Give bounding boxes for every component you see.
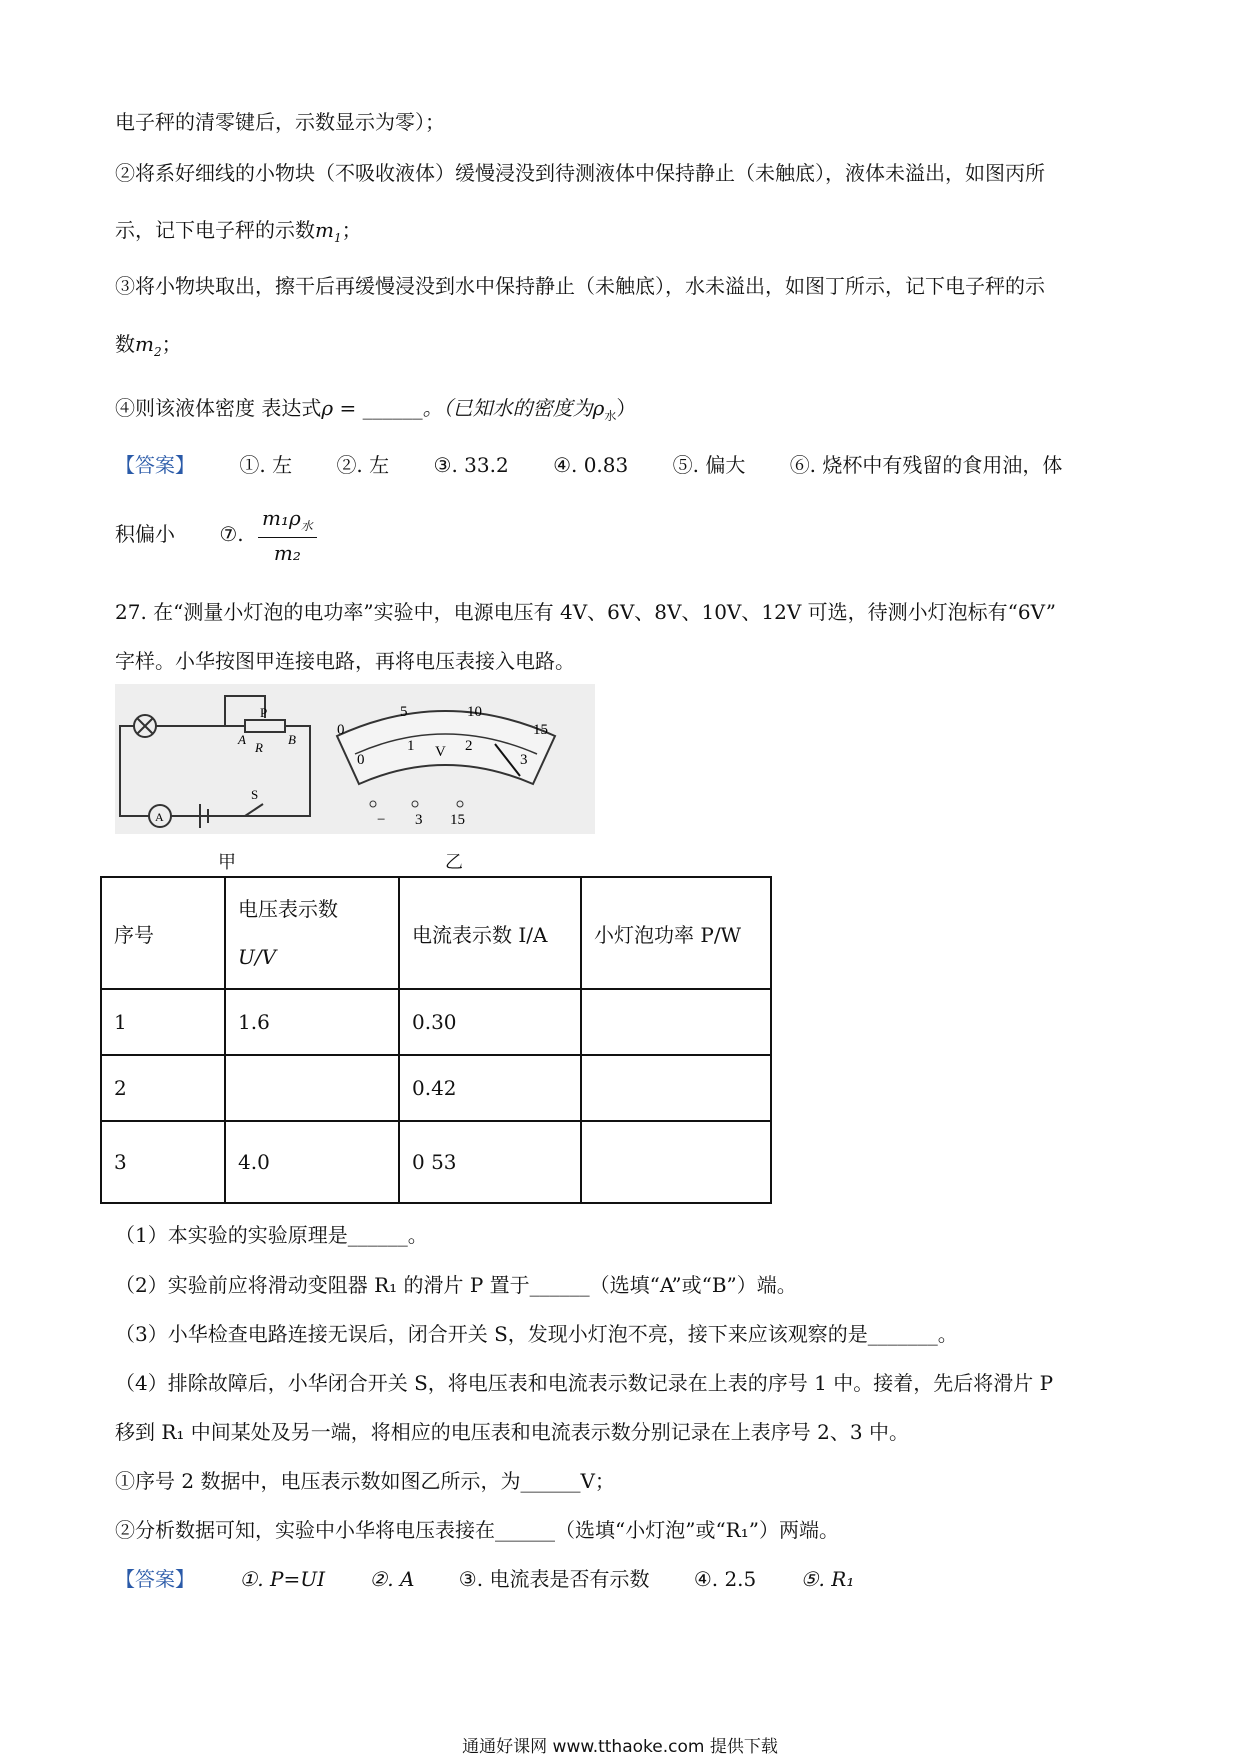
m2-symbol: $m_2$ bbox=[135, 332, 162, 359]
end-a-label: A bbox=[238, 732, 246, 747]
top-scale-5: 5 bbox=[400, 704, 408, 720]
top-scale-0: 0 bbox=[337, 722, 345, 738]
data-table bbox=[100, 876, 772, 1204]
cell-power bbox=[581, 1055, 771, 1121]
text-line-4: ③将小物块取出，擦干后再缓慢浸没到水中保持静止（未触底），水未溢出，如图丁所示，记下电子秤的示 bbox=[115, 274, 1045, 298]
header-voltage-unit: U/V bbox=[238, 945, 277, 969]
table-row bbox=[101, 989, 771, 1055]
cell-current: 0 53 bbox=[399, 1121, 581, 1203]
text-line-3: 示，记下电子秤的示数$m_1$； bbox=[115, 218, 362, 245]
table-row bbox=[101, 1055, 771, 1121]
text-line-5-body: 数 bbox=[115, 332, 135, 356]
header-power: 小灯泡功率 P/W bbox=[581, 877, 771, 989]
answer-item-1: ①. 左 bbox=[239, 453, 293, 477]
rheostat-icon bbox=[245, 720, 285, 732]
bottom-scale-0: 0 bbox=[357, 752, 365, 768]
answer-item-7: ⑦. bbox=[219, 522, 244, 546]
ammeter-label: A bbox=[155, 810, 164, 824]
answer-block-2 bbox=[115, 1563, 854, 1592]
terminal-label-negative: − bbox=[377, 812, 386, 828]
answer2-item-1: ①. P=UI bbox=[239, 1567, 325, 1591]
rho-symbol: ρ bbox=[592, 396, 605, 420]
answer-tag-2: 【答案】 bbox=[115, 1567, 195, 1591]
question-4d: ②分析数据可知，实验中小华将电压表接在______（选填“小灯泡”或“R₁”）两端。 bbox=[115, 1518, 839, 1542]
figure-svg bbox=[115, 684, 595, 834]
cell-index: 3 bbox=[101, 1121, 225, 1203]
answer-item-3: ③. 33.2 bbox=[433, 453, 509, 477]
terminal-negative bbox=[370, 801, 376, 807]
question-3: （3）小华检查电路连接无误后，闭合开关 S，发现小灯泡不亮，接下来应该观察的是_______。 bbox=[115, 1322, 958, 1346]
fraction-denominator: m₂ bbox=[273, 541, 301, 565]
cell-power bbox=[581, 989, 771, 1055]
top-scale-15: 15 bbox=[533, 722, 548, 738]
meter-unit: V bbox=[435, 744, 446, 760]
cell-power bbox=[581, 1121, 771, 1203]
water-subscript: 水 bbox=[604, 409, 617, 423]
table-header-row bbox=[101, 877, 771, 989]
density-fraction bbox=[258, 506, 317, 565]
figure-label-jia: 甲 bbox=[218, 852, 236, 873]
answer2-item-4: ④. 2.5 bbox=[693, 1567, 757, 1591]
answer2-item-5: ⑤. R₁ bbox=[800, 1567, 855, 1591]
question-1: （1）本实验的实验原理是______。 bbox=[115, 1223, 428, 1247]
cell-current: 0.42 bbox=[399, 1055, 581, 1121]
text-line-1: 电子秤的清零键后，示数显示为零）； bbox=[115, 110, 445, 134]
question-4b: 移到 R₁ 中间某处及另一端，将相应的电压表和电流表示数分别记录在上表序号 2、3 中。 bbox=[115, 1420, 909, 1444]
cell-voltage bbox=[225, 1055, 399, 1121]
cell-voltage: 4.0 bbox=[225, 1121, 399, 1203]
header-current: 电流表示数 I/A bbox=[399, 877, 581, 989]
bottom-scale-2: 2 bbox=[465, 738, 473, 754]
answer-tag: 【答案】 bbox=[115, 453, 195, 477]
circuit-and-meter-figure bbox=[115, 684, 595, 834]
terminal-15v bbox=[457, 801, 463, 807]
cell-index: 2 bbox=[101, 1055, 225, 1121]
answer-item-6-cont: 积偏小 bbox=[115, 522, 175, 546]
cell-index: 1 bbox=[101, 989, 225, 1055]
fraction-water-sub: 水 bbox=[300, 519, 313, 533]
header-voltage bbox=[225, 877, 399, 989]
cell-current: 0.30 bbox=[399, 989, 581, 1055]
answer-item-5: ⑤. 偏大 bbox=[672, 453, 746, 477]
switch-label: S bbox=[251, 787, 259, 802]
answer-item-6: ⑥. 烧杯中有残留的食用油，体 bbox=[789, 453, 1063, 477]
answer-item-2: ②. 左 bbox=[336, 453, 390, 477]
text-line-5: 数$m_2$； bbox=[115, 332, 182, 359]
terminal-label-3: 3 bbox=[415, 812, 423, 828]
header-index: 序号 bbox=[101, 877, 225, 989]
text-line-6-b: ρ = ______。（已知水的密度为 bbox=[321, 396, 593, 420]
text-line-3-body: 示，记下电子秤的示数 bbox=[115, 218, 315, 242]
q27-line-1: 27. 在“测量小灯泡的电功率”实验中，电源电压有 4V、6V、8V、10V、12V 可选，待测小灯泡标有“6V” bbox=[115, 600, 1056, 624]
answer-block-1 bbox=[115, 449, 1135, 478]
question-4c: ①序号 2 数据中，电压表示数如图乙所示，为______V； bbox=[115, 1469, 615, 1493]
text-line-6-a: ④则该液体密度 表达式 bbox=[115, 396, 322, 420]
q27-line-2: 字样。小华按图甲连接电路，再将电压表接入电路。 bbox=[115, 649, 575, 673]
end-b-label: B bbox=[288, 732, 296, 747]
question-2: （2）实验前应将滑动变阻器 R₁ 的滑片 P 置于______（选填“A”或“B”）端。 bbox=[115, 1273, 797, 1297]
table-row bbox=[101, 1121, 771, 1203]
answer-block-1-cont bbox=[115, 506, 1135, 565]
answer2-item-3: ③. 电流表是否有示数 bbox=[458, 1567, 650, 1591]
fraction-numerator: m₁ρ bbox=[262, 506, 301, 530]
answer2-item-2: ②. A bbox=[369, 1567, 415, 1591]
text-line-2: ②将系好细线的小物块（不吸收液体）缓慢浸没到待测液体中保持静止（未触底），液体未溢出，如图丙所 bbox=[115, 161, 1045, 185]
m1-symbol: $m_1$ bbox=[315, 218, 342, 245]
bottom-scale-1: 1 bbox=[407, 738, 415, 754]
text-line-6-e: ） bbox=[616, 396, 637, 420]
figure-label-yi: 乙 bbox=[445, 852, 463, 873]
bottom-scale-3: 3 bbox=[520, 752, 528, 768]
header-voltage-label: 电压表示数 bbox=[238, 897, 338, 921]
r1-label: R bbox=[255, 740, 263, 755]
terminal-3v bbox=[412, 801, 418, 807]
circuit-diagram bbox=[120, 696, 310, 828]
answer-item-4: ④. 0.83 bbox=[553, 453, 629, 477]
top-scale-10: 10 bbox=[467, 704, 482, 720]
terminal-label-15: 15 bbox=[450, 812, 465, 828]
text-line-6 bbox=[115, 392, 1135, 424]
slider-p-label: P bbox=[260, 705, 268, 720]
cell-voltage: 1.6 bbox=[225, 989, 399, 1055]
page-footer: 通通好课网 www.tthaoke.com 提供下载 bbox=[462, 1737, 778, 1757]
switch-icon bbox=[245, 804, 263, 816]
question-4a: （4）排除故障后，小华闭合开关 S，将电压表和电流表示数记录在上表的序号 1 中。接着，先后将滑片 P bbox=[115, 1371, 1054, 1395]
